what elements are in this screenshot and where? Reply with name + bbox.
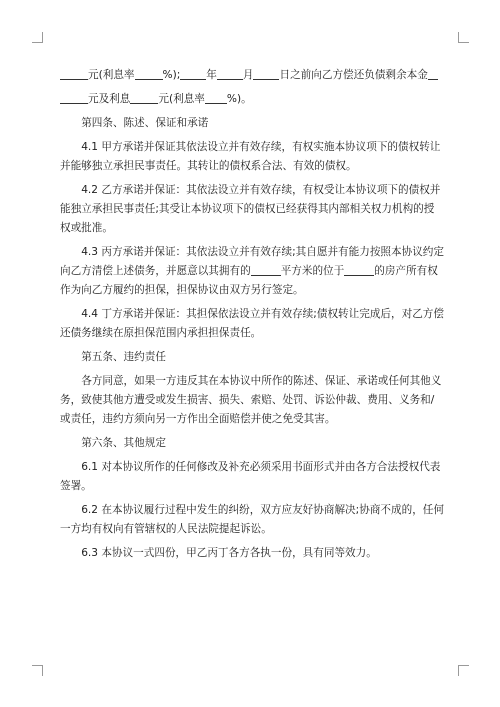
article-4-title: 第四条、陈述、保证和承诺 — [81, 117, 209, 129]
blank-field — [253, 67, 279, 80]
repayment-line-2: 元及利息 元(利息率 %)。 — [60, 90, 444, 109]
page-corner-top-right — [458, 32, 469, 43]
clause-4-1: 4.1 甲方承诺并保证其依法设立并有效存续，有权实施本协议项下的债权转让并能够独立承担民事责任。其转让的债权系合法、有效的债权。 — [60, 141, 441, 172]
blank-field — [60, 91, 88, 104]
blank-field — [205, 91, 227, 104]
page-corner-bottom-left — [32, 665, 43, 676]
blank-field — [428, 67, 438, 80]
page-corner-top-left — [32, 32, 43, 43]
article-6-title: 第六条、其他规定 — [81, 437, 166, 449]
clause-4-2: 4.2 乙方承诺并保证：其依法设立并有效存续，有权受让本协议项下的债权并能独立承担民事责任;其受让本协议项下的债权已经获得其内部相关权力机构的授权或批准。 — [60, 184, 441, 234]
blank-field — [60, 67, 88, 80]
article-5-body: 各方同意，如果一方违反其在本协议中所作的陈述、保证、承诺或任何其他义务，致使其他方遭受或发生损害、损失、索赔、处罚、诉讼仲裁、费用、义务和/或责任，违约方须向另一方作出全面赔偿并使之免受其害。 — [60, 375, 442, 425]
blank-field — [344, 263, 374, 276]
blank-field — [135, 67, 163, 80]
repayment-line-1: 元(利息率 %); 年 月 日之前向乙方偿还负债剩余本金 — [60, 66, 444, 85]
blank-field — [251, 263, 281, 276]
blank-field — [180, 67, 206, 80]
document-body — [60, 66, 444, 568]
blank-field — [130, 91, 158, 104]
clause-6-2: 6.2 在本协议履行过程中发生的纠纷，双方应友好协商解决;协商不成的，任何一方均有权向有管辖权的人民法院提起诉讼。 — [60, 504, 444, 535]
clause-4-4: 4.4 丁方承诺并保证：其担保依法设立并有效存续;债权转让完成后，对乙方偿还债务继续在原担保范围内承担担保责任。 — [60, 308, 444, 339]
blank-field — [217, 67, 243, 80]
clause-6-1: 6.1 对本协议所作的任何修改及补充必须采用书面形式并由各方合法授权代表签署。 — [60, 461, 441, 492]
clause-6-3: 6.3 本协议一式四份，甲乙丙丁各方各执一份，具有同等效力。 — [81, 547, 377, 559]
page-corner-bottom-right — [458, 665, 469, 676]
clause-4-3: 4.3 丙方承诺并保证：其依法设立并有效存续;其自愿并有能力按照本协议约定向乙方清偿上述债务，并愿意以其拥有的 平方米的位于 的房产所有权作为向乙方履约的担保，担保协议由双方另行签定。 — [60, 246, 444, 296]
article-5-title: 第五条、违约责任 — [81, 351, 166, 363]
